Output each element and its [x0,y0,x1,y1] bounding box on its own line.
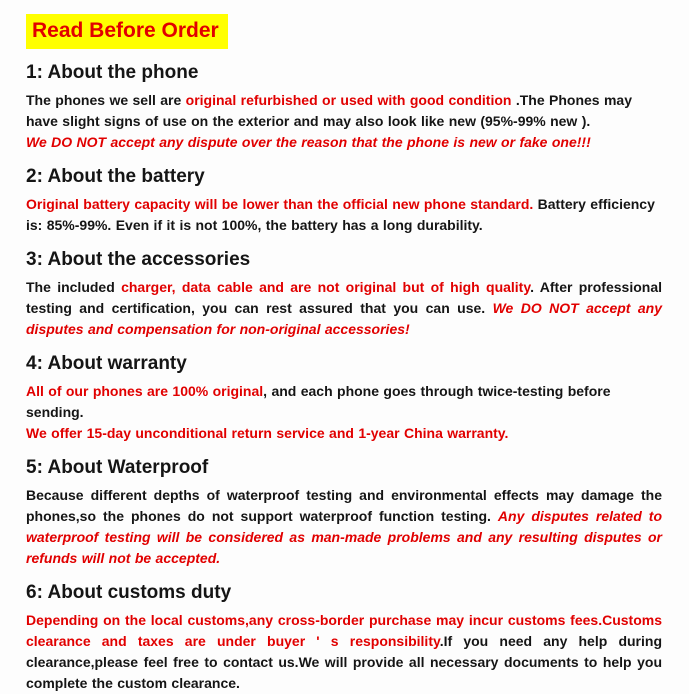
text-segment: . After professional testing and certification, you can rest assured that you can use. [26,279,662,317]
document-sections [26,62,662,694]
text-segment: .If you need any help during clearance,please feel free to contact us.We will provide all necessary documents to help you complete the custom clearance. [26,633,662,692]
text-segment: Any disputes related to waterproof testing will be considered as man-made problems and any resulting disputes or refunds will not be accepted. [26,508,663,567]
text-segment: charger, data cable and are not original but of high quality [121,279,531,296]
section-paragraph [26,277,662,340]
text-segment: Because different depths of waterproof testing and environmental effects may damage the phones,so the phones do not support waterproof function testing. [26,487,662,525]
section-heading: 4: About warranty [26,353,187,375]
section-heading: 6: About customs duty [26,582,232,604]
text-segment: We DO NOT accept any disputes and compensation for non-original accessories! [26,300,663,338]
text-segment: All of our phones are 100% original [26,383,264,400]
text-segment: The phones we sell are [26,92,186,109]
section-paragraph [26,132,662,153]
section-heading: 5: About Waterproof [26,457,209,479]
text-segment: .The Phones may have slight signs of use on the exterior and may also look like new (95%-99% new ). [26,92,632,130]
text-segment: , and each phone goes through twice-testing before sending. [26,383,611,421]
section-heading: 1: About the phone [26,62,199,84]
section-heading: 3: About the accessories [26,249,251,271]
text-segment: Battery efficiency is: 85%-99%. Even if it is not 100%, the battery has a long durability. [26,196,655,234]
section-paragraph [26,90,662,132]
section-paragraph [26,194,662,236]
section-paragraph [26,423,662,444]
page-title-text: Read Before Order [32,19,219,42]
text-segment: The included [26,279,122,296]
section-heading: 2: About the battery [26,166,205,188]
text-segment: Original battery capacity will be lower than the official new phone standard. [26,196,534,213]
text-segment: Depending on the local customs,any cross-border purchase may incur customs fees.Customs clearance and taxes are under buyer ' s responsibility [26,612,662,650]
page-title [26,14,228,49]
text-segment: We DO NOT accept any dispute over the reason that the phone is new or fake one!!! [26,134,591,151]
section-paragraph [26,485,662,569]
text-segment: We offer 15-day unconditional return service and 1-year China warranty. [26,425,509,442]
section-paragraph [26,381,662,423]
section-paragraph [26,610,662,694]
text-segment: original refurbished or used with good condition [185,92,516,109]
